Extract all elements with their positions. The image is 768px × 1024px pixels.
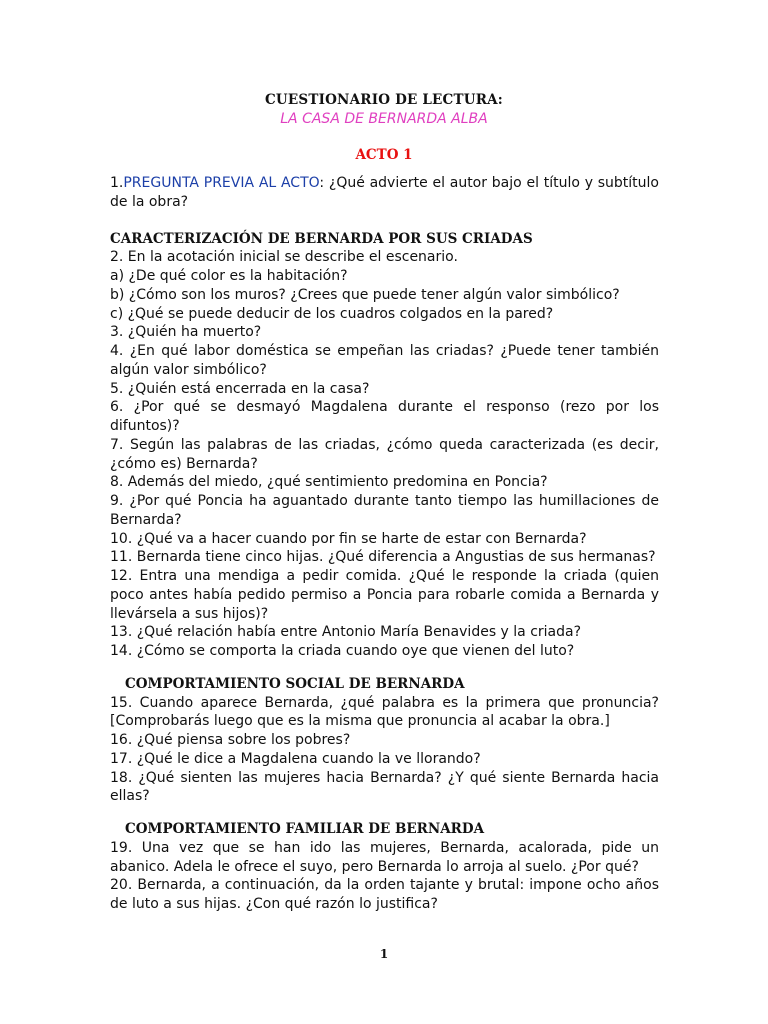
- act-heading: ACTO 1: [355, 147, 413, 163]
- intro-label: PREGUNTA PREVIA AL ACTO: [123, 175, 320, 191]
- question-item: 9. ¿Por qué Poncia ha aguantado durante tanto tiempo las humillaciones de Bernarda?: [110, 493, 659, 528]
- question-item: a) ¿De qué color es la habitación?: [110, 268, 348, 284]
- document-subtitle: LA CASA DE BERNARDA ALBA: [280, 111, 488, 127]
- question-item: 15. Cuando aparece Bernarda, ¿qué palabra es la primera que pronuncia? [Comprobarás luego que es la misma que pronuncia al acabar la obra.]: [110, 694, 659, 730]
- document-body: [110, 174, 659, 914]
- page-number: 1: [379, 947, 389, 961]
- question-item: 2. En la acotación inicial se describe el escenario.: [110, 249, 458, 266]
- question-item: 6. ¿Por qué se desmayó Magdalena durante el responso (rezo por los difuntos)?: [110, 399, 659, 434]
- section-heading: COMPORTAMIENTO SOCIAL DE BERNARDA: [125, 675, 465, 692]
- question-item: 10. ¿Qué va a hacer cuando por fin se harte de estar con Bernarda?: [110, 530, 587, 547]
- question-item: 11. Bernarda tiene cinco hijas. ¿Qué diferencia a Angustias de sus hermanas?: [110, 549, 656, 566]
- intro-number: 1.: [110, 175, 124, 191]
- question-item: 20. Bernarda, a continuación, da la orden tajante y brutal: impone ocho años de luto a sus hijas. ¿Con qué razón lo justifica?: [110, 877, 659, 912]
- question-item: 13. ¿Qué relación había entre Antonio María Benavides y la criada?: [110, 624, 582, 641]
- intro-question: [110, 174, 659, 212]
- question-item: 18. ¿Qué sienten las mujeres hacia Bernarda? ¿Y qué siente Bernarda hacia ellas?: [110, 769, 659, 805]
- question-item: c) ¿Qué se puede deducir de los cuadros colgados en la pared?: [110, 305, 554, 322]
- question-item: 17. ¿Qué le dice a Magdalena cuando la ve llorando?: [110, 750, 481, 767]
- intro-text: : ¿Qué advierte el autor bajo el título y subtítulo de la obra?: [110, 175, 659, 210]
- question-item: 5. ¿Quién está encerrada en la casa?: [110, 380, 370, 397]
- document-header: [0, 91, 768, 165]
- question-item: 14. ¿Cómo se comporta la criada cuando oye que vienen del luto?: [110, 643, 575, 659]
- question-item: 8. Además del miedo, ¿qué sentimiento predomina en Poncia?: [110, 474, 548, 491]
- question-item: 4. ¿En qué labor doméstica se empeñan las criadas? ¿Puede tener también algún valor simbólico?: [110, 343, 659, 378]
- question-item: 19. Una vez que se han ido las mujeres, Bernarda, acalorada, pide un abanico. Adela le ofrece el suyo, pero Bernarda lo arroja al suelo. ¿Por qué?: [110, 839, 659, 875]
- question-item: 7. Según las palabras de las criadas, ¿cómo queda caracterizada (es decir, ¿cómo es) Bernarda?: [110, 436, 659, 472]
- question-item: b) ¿Cómo son los muros? ¿Crees que puede tener algún valor simbólico?: [110, 286, 620, 303]
- question-item: 12. Entra una mendiga a pedir comida. ¿Qué le responde la criada (quien poco antes había pedido permiso a Poncia para robarle comida a Bernarda y llevársela a sus hijos)?: [110, 568, 659, 622]
- section-heading: CARACTERIZACIÓN DE BERNARDA POR SUS CRIADAS: [110, 230, 533, 247]
- document-title: CUESTIONARIO DE LECTURA:: [264, 92, 503, 108]
- section-heading: COMPORTAMIENTO FAMILIAR DE BERNARDA: [125, 821, 485, 837]
- question-item: 16. ¿Qué piensa sobre los pobres?: [110, 732, 351, 748]
- question-item: 3. ¿Quién ha muerto?: [110, 324, 262, 341]
